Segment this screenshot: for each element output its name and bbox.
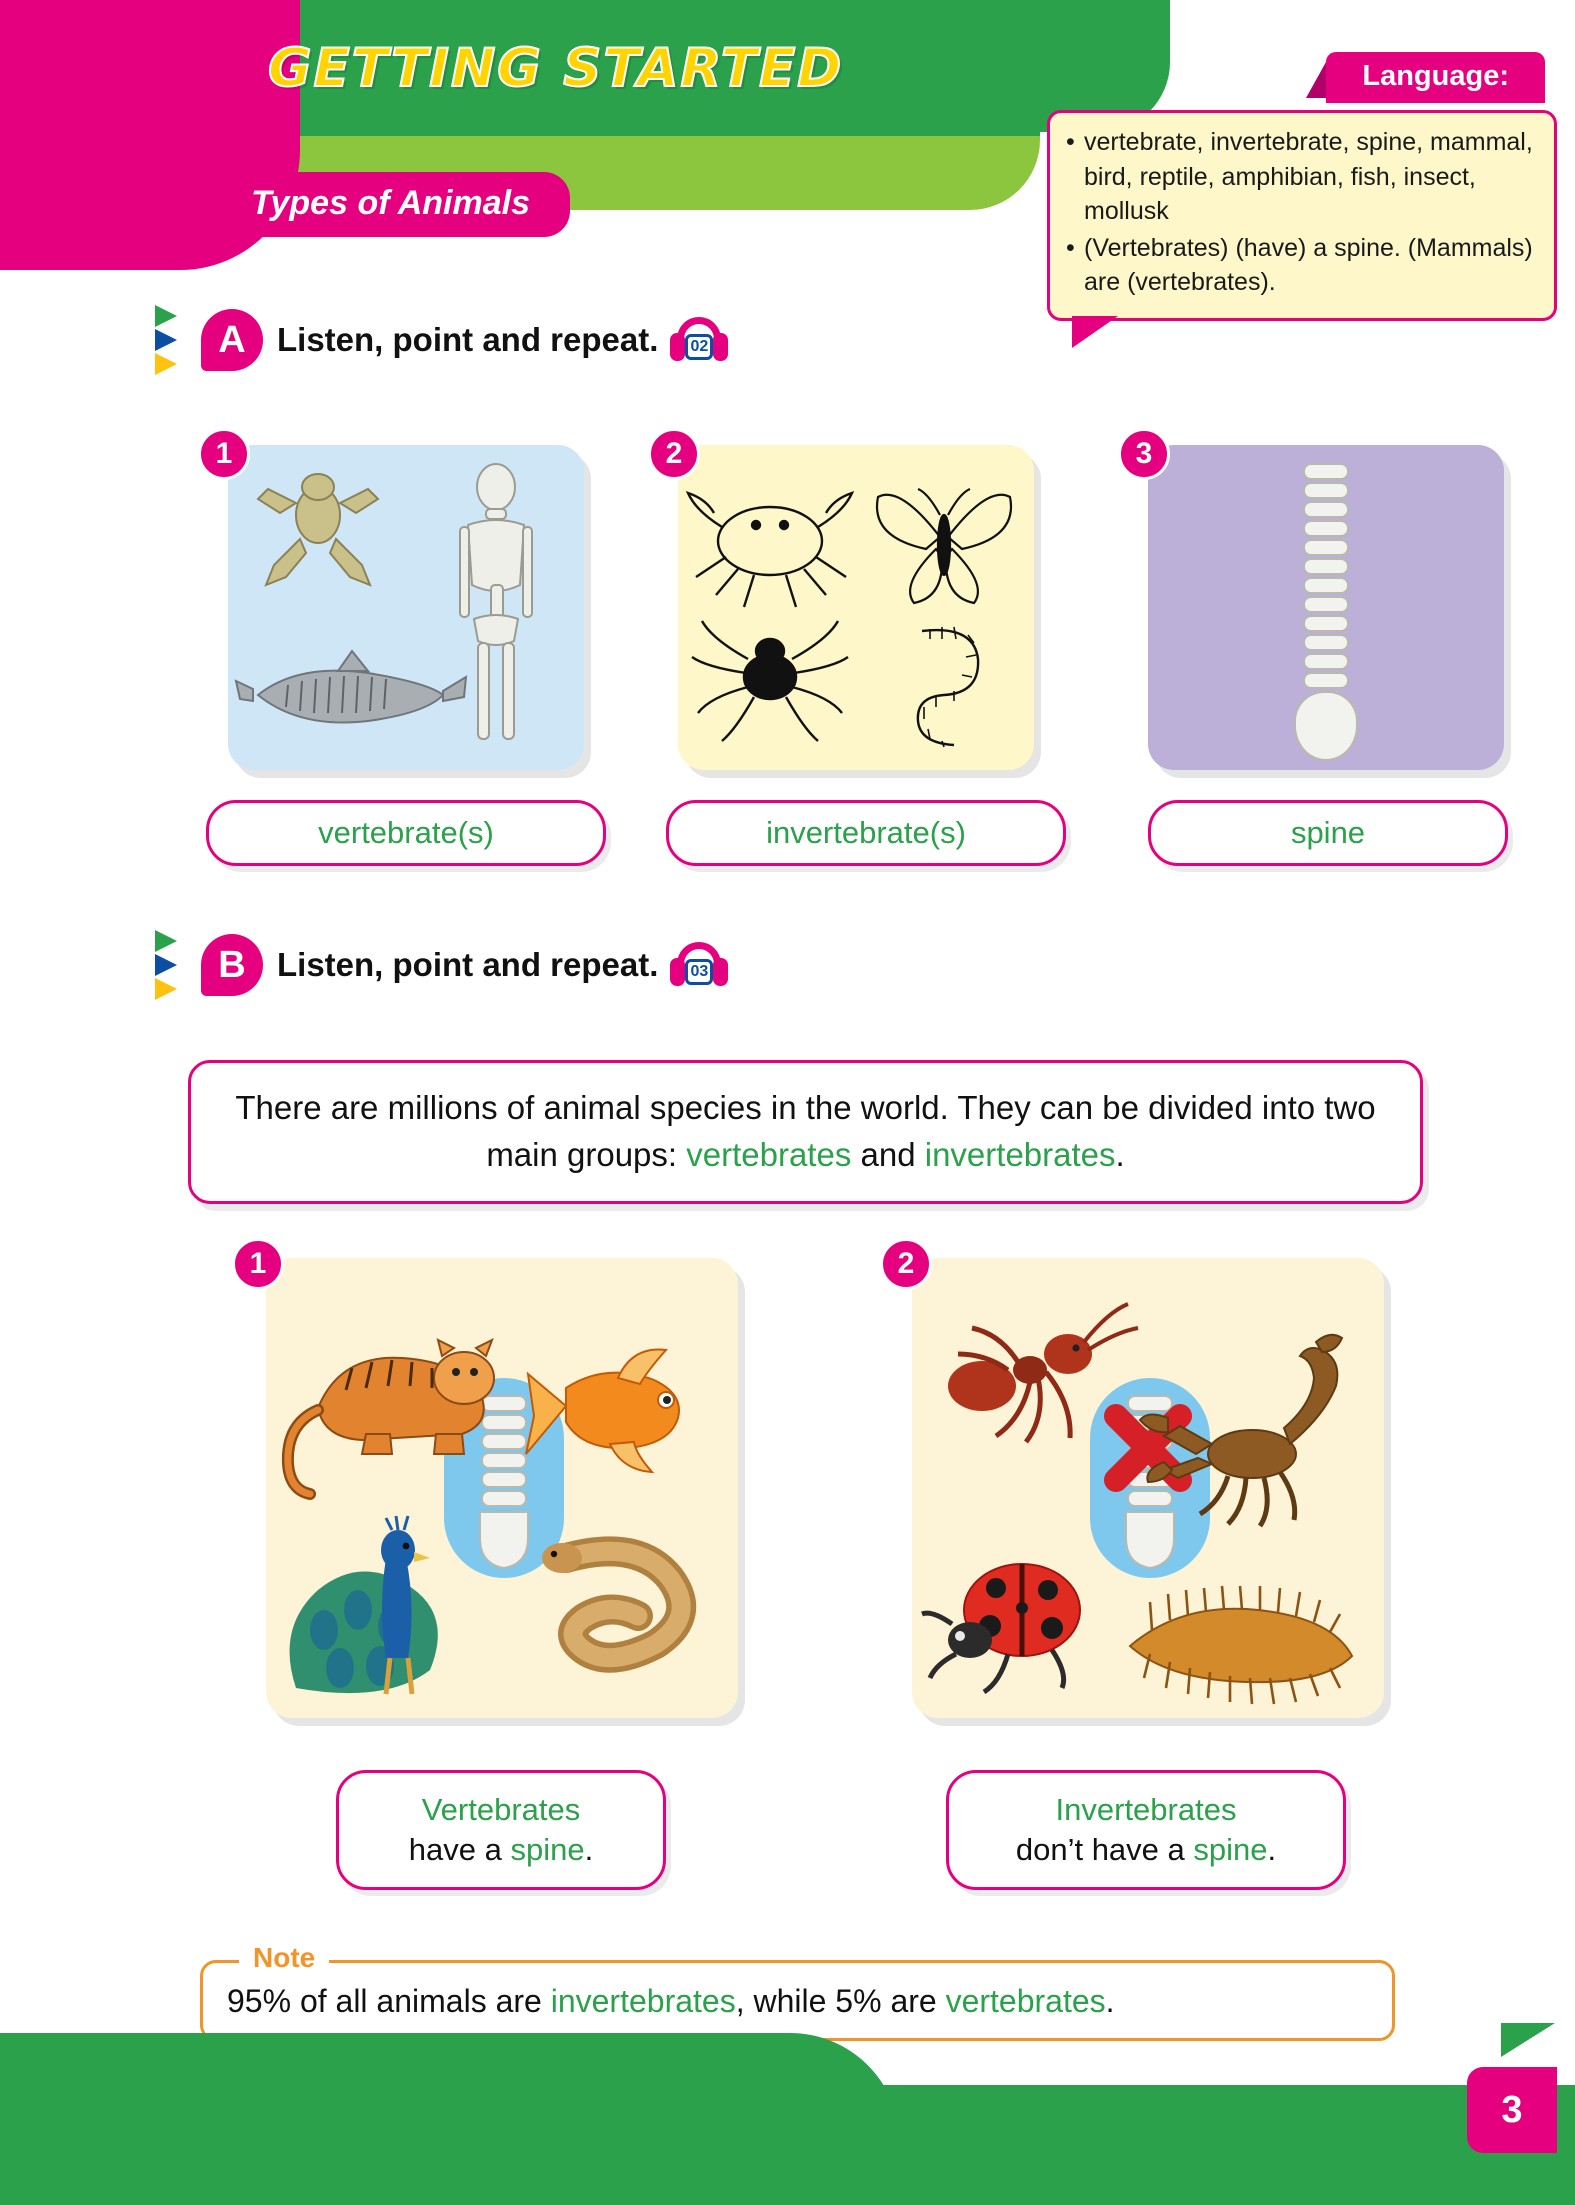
label-line-2: don’t have a spine. xyxy=(1015,1832,1277,1867)
section-b-letter-badge: B xyxy=(201,934,263,996)
note-box xyxy=(200,1942,1395,2041)
language-item: • (Vertebrates) (have) a spine. (Mammals) are (vertebrates). xyxy=(1064,231,1536,300)
corner-arrow-decoration xyxy=(1501,2023,1555,2057)
image-vertebrate-animals xyxy=(266,1258,738,1718)
image-spine xyxy=(1148,445,1504,770)
intro-sentence-box xyxy=(188,1060,1423,1204)
spine-illustration xyxy=(1148,445,1504,761)
audio-track-number: 02 xyxy=(685,334,713,360)
language-item: • vertebrate, invertebrate, spine, mammal, bird, reptile, amphibian, fish, insect, mollusk xyxy=(1064,125,1536,229)
language-tab-label: Language: xyxy=(1326,52,1545,103)
label-line-1: Invertebrates xyxy=(1055,1791,1237,1827)
arrow-cluster-icon xyxy=(155,930,201,1000)
label-spine: spine xyxy=(1148,800,1508,866)
note-text: 95% of all animals are invertebrates, while 5% are vertebrates. xyxy=(227,1983,1115,2019)
image-invertebrates-engravings xyxy=(678,445,1034,770)
card-number-badge: 2 xyxy=(880,1238,932,1290)
section-b-instruction: Listen, point and repeat. xyxy=(277,946,659,983)
page-subtitle: Types of Animals xyxy=(155,172,570,237)
section-a-instruction: Listen, point and repeat. xyxy=(277,321,659,358)
label-line-2: have a spine. xyxy=(408,1832,594,1867)
headphone-icon[interactable] xyxy=(670,942,728,988)
section-b-header xyxy=(155,930,728,1000)
image-invertebrate-animals xyxy=(912,1258,1384,1718)
audio-track-number: 03 xyxy=(685,959,713,985)
label-vertebrates-have-spine xyxy=(336,1770,666,1890)
label-vertebrates: vertebrate(s) xyxy=(206,800,606,866)
section-a-letter-badge: A xyxy=(201,309,263,371)
card-number-badge: 1 xyxy=(198,428,250,480)
arrow-cluster-icon xyxy=(155,305,201,375)
note-label: Note xyxy=(239,1942,329,1974)
page-number: 3 xyxy=(1467,2067,1557,2153)
label-invertebrates: invertebrate(s) xyxy=(666,800,1066,866)
sentence-green-invertebrates: invertebrates xyxy=(924,1135,1116,1173)
page-title: GETTING STARTED xyxy=(268,38,844,99)
sentence-end: . xyxy=(1115,1135,1125,1173)
sentence-mid: and xyxy=(851,1135,925,1173)
card-number-badge: 1 xyxy=(232,1238,284,1290)
sentence-part-1: There are millions of animal species in the world. They can be divided into two main groups: xyxy=(235,1089,1376,1173)
label-line-1: Vertebrates xyxy=(421,1791,581,1827)
card-number-badge: 3 xyxy=(1118,428,1170,480)
sentence-green-vertebrates: vertebrates xyxy=(686,1135,852,1173)
language-box xyxy=(1047,110,1557,321)
card-number-badge: 2 xyxy=(648,428,700,480)
section-a-header xyxy=(155,305,728,375)
footer-green-band xyxy=(0,2085,1575,2205)
image-vertebrates-skeletons xyxy=(228,445,584,770)
label-invertebrates-no-spine xyxy=(946,1770,1346,1890)
headphone-icon[interactable] xyxy=(670,317,728,363)
